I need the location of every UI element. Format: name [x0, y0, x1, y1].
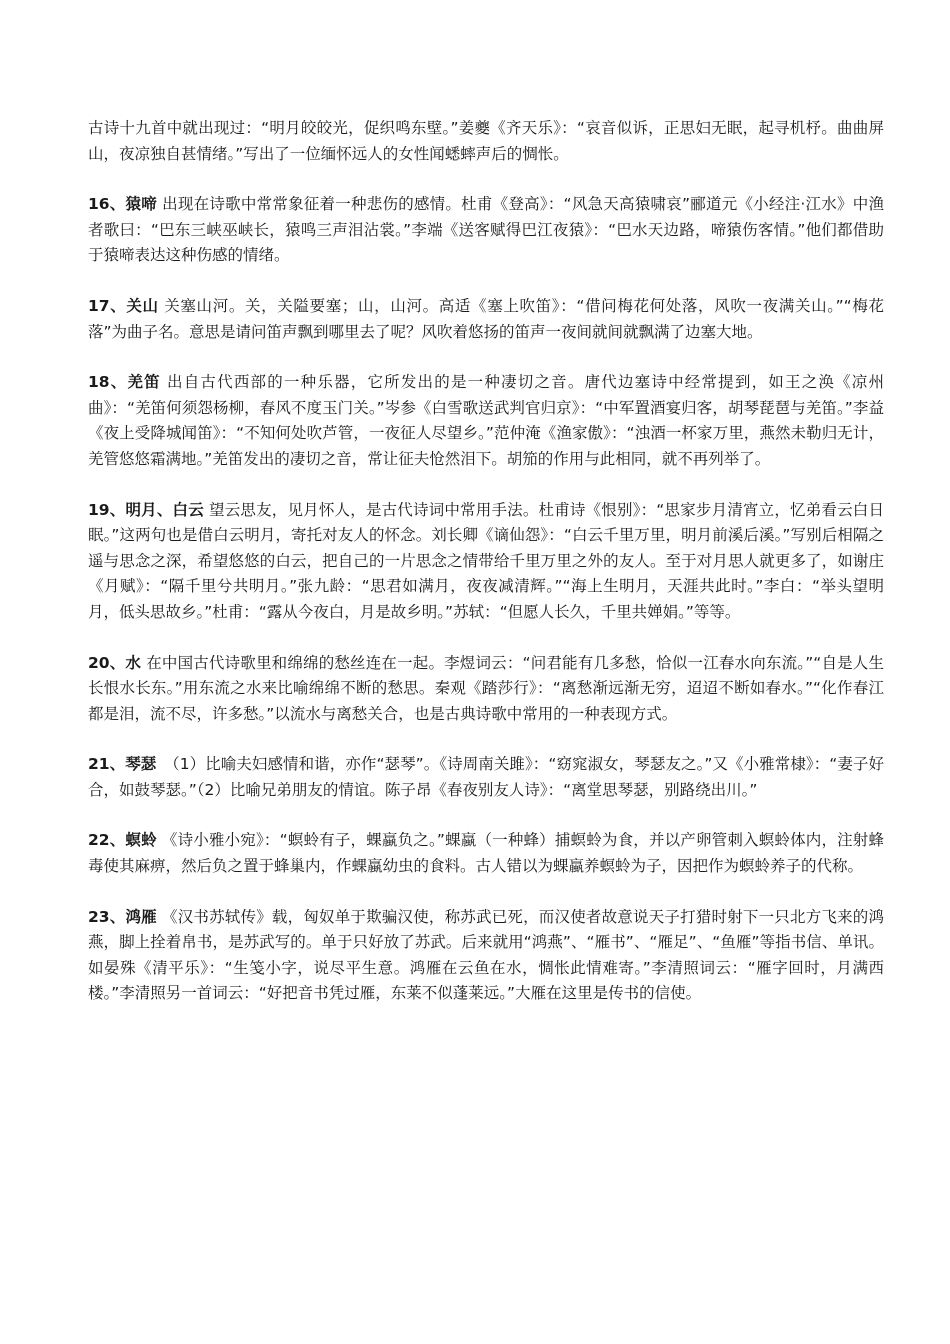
- entry-text: 望云思友，见月怀人，是古代诗词中常用手法。杜甫诗《恨别》：“思家步月清宵立，忆弟看云白日眠。”这两句也是借白云明月，寄托对友人的怀念。刘长卿《谪仙怨》：“白云千里万里，明月前溪后溪。”写别后相隔之遥与思念之深，希望悠悠的白云，把自己的一片思念之情带给千里万里之外的友人。至于对月思人就更多了，如谢庄《月赋》：“隔千里兮共明月。”张九龄：“思君如满月，夜夜减清辉。”“海上生明月，天涯共此时。”李白：“举头望明月，低头思故乡。”杜甫：“露从今夜白，月是故乡明。”苏轼：“但愿人长久，千里共婵娟。”等等。: [88, 500, 884, 621]
- entry-text: 出自古代西部的一种乐器，它所发出的是一种凄切之音。唐代边塞诗中经常提到，如王之涣《凉州曲》：“羌笛何须怨杨柳，春风不度玉门关。”岑参《白雪歌送武判官归京》：“中军置酒宴归客，胡琴琵琶与羌笛。”李益《夜上受降城闻笛》：“不知何处吹芦管，一夜征人尽望乡。”范仲淹《渔家傲》：“浊酒一杯家万里，燕然未勒归无计，羌管悠悠霜满地。”羌笛发出的凄切之音，常让征夫怆然泪下。胡笳的作用与此相同，就不再列举了。: [88, 373, 884, 468]
- entry-17-guanshan: [88, 294, 884, 345]
- entry-text: 《汉书苏轼传》载，匈奴单于欺骗汉使，称苏武已死，而汉使者故意说天子打猎时射下一只北方飞来的鸿燕，脚上拴着帛书，是苏武写的。单于只好放了苏武。后来就用“鸿燕”、“雁书”、“雁足”、“鱼雁”等指书信、单讯。如晏殊《清平乐》：“生笺小字，说尽平生意。鸿雁在云鱼在水，惆怅此情难寄。”李清照词云：“雁字回时，月满西楼。”李清照另一首词云：“好把音书凭过雁，东莱不似蓬莱远。”大雁在这里是传书的信使。: [88, 907, 884, 1003]
- entry-20-water: [88, 651, 884, 728]
- entry-heading: 19、明月、白云: [88, 500, 204, 519]
- entry-heading: 17、关山: [88, 296, 159, 315]
- entry-text: （1）比喻夫妇感情和谐，亦作“瑟琴”。《诗周南关雎》：“窈窕淑女，琴瑟友之。”又《小雅常棣》：“妻子好合，如鼓琴瑟。”（2）比喻兄弟朋友的情谊。陈子昂《春夜别友人诗》：“离堂思琴瑟，别路绕出川。”: [88, 755, 884, 799]
- entry-16-monkey-cry: [88, 192, 884, 269]
- entry-18-qiang-flute: [88, 370, 884, 472]
- entry-heading: 20、水: [88, 653, 142, 672]
- entry-23-wild-goose: [88, 905, 884, 1007]
- entry-heading: 18、羌笛: [88, 373, 161, 392]
- entry-22-mingling: [88, 828, 884, 879]
- entry-text: 《诗小雅小宛》：“螟蛉有子，蜾蠃负之。”蜾蠃（一种蜂）捕螟蛉为食，并以产卵管刺入螟蛉体内，注射蜂毒使其麻痹，然后负之置于蜂巢内，作蜾蠃幼虫的食料。古人错以为蜾蠃养螟蛉为子，因把作为螟蛉养子的代称。: [88, 831, 884, 876]
- entry-21-qinse: [88, 752, 884, 803]
- entry-19-moon-cloud: [88, 498, 884, 626]
- entry-heading: 22、螟蛉: [88, 831, 157, 850]
- document-body: [88, 116, 884, 1032]
- entry-text: 出现在诗歌中常常象征着一种悲伤的感情。杜甫《登高》：“风急天高猿啸哀”郦道元《小经注·江水》中渔者歌曰：“巴东三峡巫峡长，猿鸣三声泪沾裳。”李端《送客赋得巴江夜猿》：“巴水天边路，啼猿伤客情。”他们都借助于猿啼表达这种伤感的情绪。: [88, 195, 884, 265]
- entry-heading: 16、猿啼: [88, 195, 158, 214]
- entry-text: 关塞山河。关，关隘要塞；山，山河。高适《塞上吹笛》：“借问梅花何处落，风吹一夜满关山。”“梅花落”为曲子名。意思是请问笛声飘到哪里去了呢？风吹着悠扬的笛声一夜间就间就飘满了边塞大地。: [88, 296, 884, 341]
- entry-heading: 21、琴瑟: [88, 755, 157, 774]
- entry-text: 在中国古代诗歌里和绵绵的愁丝连在一起。李煜词云：“问君能有几多愁，恰似一江春水向东流。”“自是人生长恨水长东。”用东流之水来比喻绵绵不断的愁思。秦观《踏莎行》：“离愁渐远渐无穷，迢迢不断如春水。”“化作春江都是泪，流不尽，许多愁。”以流水与离愁关合，也是古典诗歌中常用的一种表现方式。: [88, 653, 884, 723]
- entry-heading: 23、鸿雁: [88, 907, 157, 926]
- intro-paragraph: 古诗十九首中就出现过：“明月皎皎光，促织鸣东壁。”姜夔《齐天乐》：“哀音似诉，正思妇无眠，起寻机杼。曲曲屏山，夜凉独自甚情绪。”写出了一位缅怀远人的女性闻蟋蟀声后的惆怅。: [88, 119, 884, 163]
